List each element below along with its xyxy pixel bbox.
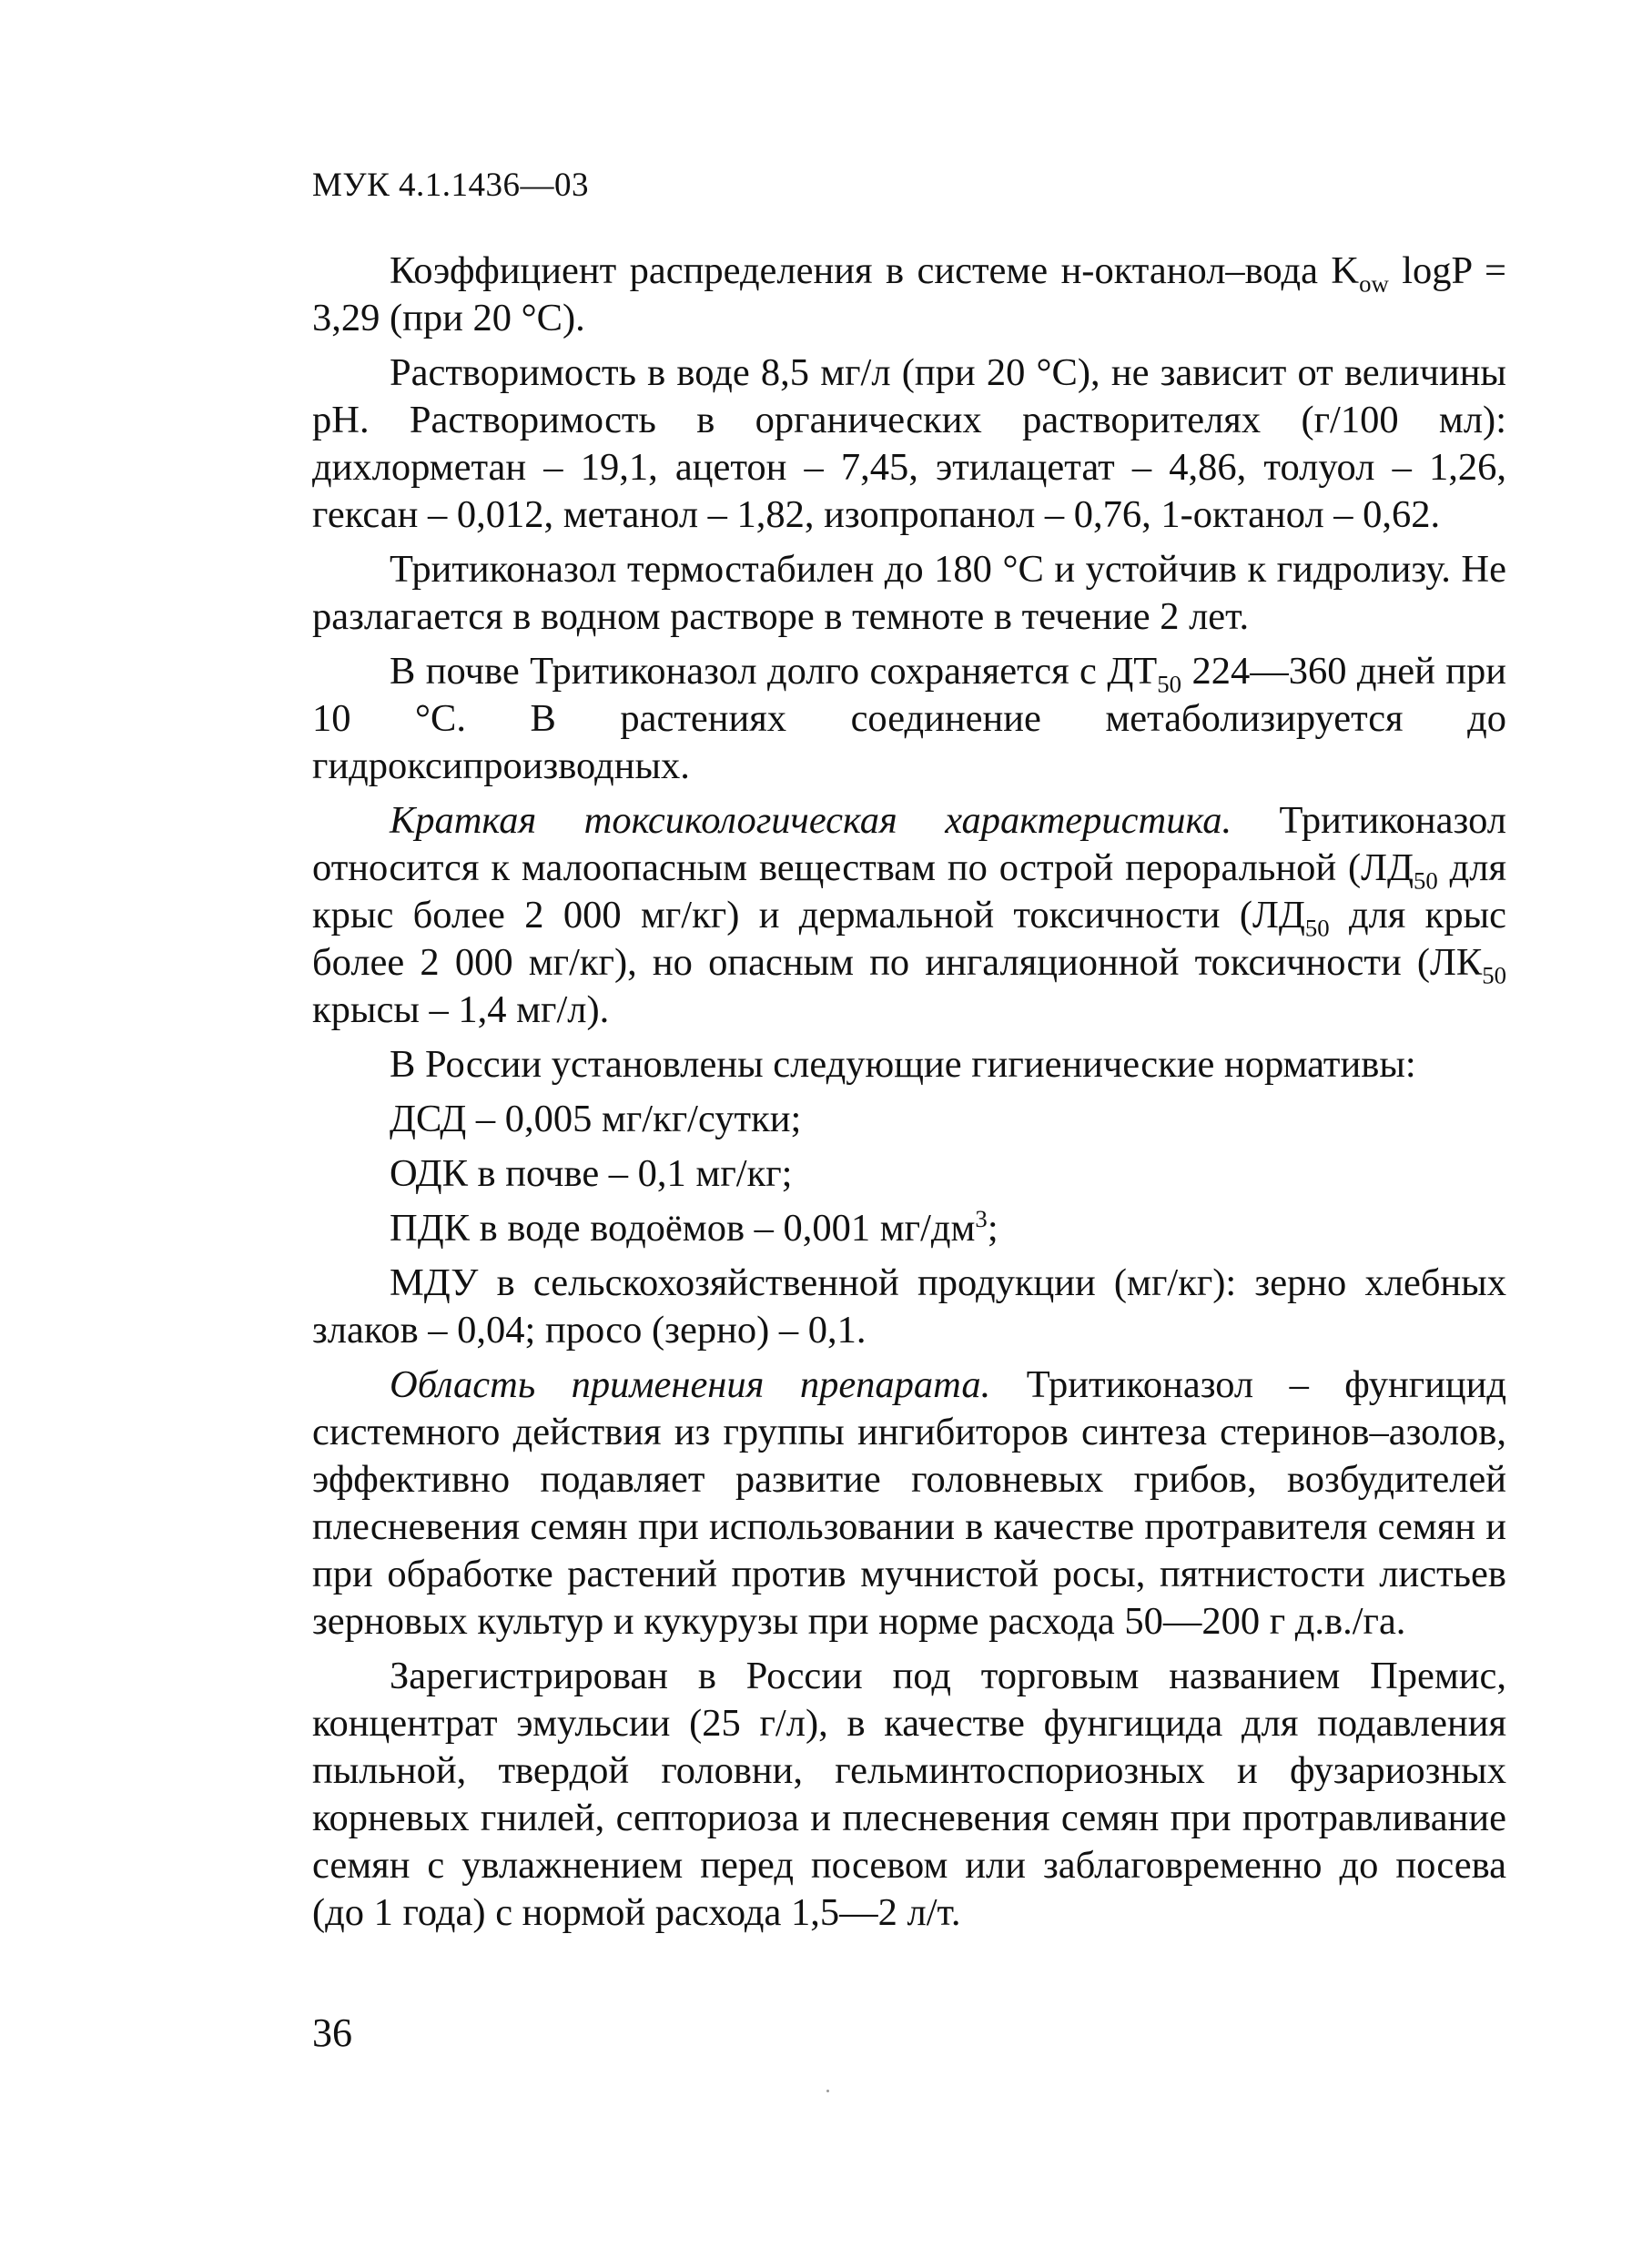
paragraph-toxicology: Краткая токсикологическая характеристика. Тритиконазол относится к малоопасным веществам по острой пероральной ($ЛД_{50}$ для крыс более 2 000 мг/кг) и дермальной токсичности ($ЛД_{50}$ для крыс более 2 000 мг/кг), но опасным по ингаляционной токсичности ($ЛК_{50}$ крысы – 1,4 мг/л).	[312, 799, 1506, 1031]
norm-item-dsd: ДСД – 0,005 мг/кг/сутки;	[390, 1098, 802, 1140]
section-lead-toxicology: Краткая токсикологическая характеристика.	[390, 799, 1232, 842]
paragraph-partition-coefficient: Коэффициент распределения в системе н-октанол–вода $K_{ow}$ logP = 3,29 (при 20 °С).	[312, 249, 1506, 339]
norm-item-pdk: ПДК в воде водоёмов – 0,001 $мг/дм^3$;	[390, 1204, 998, 1250]
paragraph-solubility: Растворимость в воде 8,5 мг/л (при 20 °С), не зависит от величины pH. Растворимость в органических растворителях (г/100 мл): дихлорметан – 19,1, ацетон – 7,45, этилацетат – 4,86, толуол – 1,26, гексан – 0,012, метанол – 1,82, изопропанол – 0,76, 1-октанол – 0,62.	[312, 351, 1506, 536]
body-text	[312, 248, 1506, 1944]
norm-item-odk: ОДК в почве – 0,1 мг/кг;	[390, 1152, 793, 1195]
running-header: МУК 4.1.1436—03	[312, 167, 590, 204]
paragraph-thermostability: Тритиконазол термостабилен до 180 °С и устойчив к гидролизу. Не разлагается в водном растворе в темноте в течение 2 лет.	[312, 548, 1506, 638]
scan-speck	[826, 2090, 829, 2092]
paragraph-application: Область применения препарата. Тритиконазол – фунгицид системного действия из группы ингибиторов синтеза стеринов–азолов, эффективно подавляет развитие головневых грибов, возбудителей плесневения семян при использовании в качестве протравителя семян и при обработке растений против мучнистой росы, пятнистости листьев зерновых культур и кукурузы при норме расхода 50—200 г д.в./га.	[312, 1363, 1506, 1643]
section-lead-application: Область применения препарата.	[390, 1363, 991, 1406]
paragraph-soil-persistence: В почве Тритиконазол долго сохраняется с $ДТ_{50}$ 224—360 дней при 10 °С. В растениях соединение метаболизируется до гидроксипроизводных.	[312, 650, 1506, 787]
page-number: 36	[312, 2010, 352, 2055]
paragraph-registration: Зарегистрирован в России под торговым названием Премис, концентрат эмульсии (25 г/л), в качестве фунгицида для подавления пыльной, твердой головни, гельминтоспориозных и фузариозных корневых гнилей, септориоза и плесневения семян при протравливание семян с увлажнением перед посевом или заблаговременно до посева (до 1 года) с нормой расхода 1,5—2 л/т.	[312, 1655, 1506, 1934]
paragraph-norms-intro: В России установлены следующие гигиенические нормативы:	[390, 1043, 1416, 1086]
paragraph-mdu: МДУ в сельскохозяйственной продукции (мг/кг): зерно хлебных злаков – 0,04; просо (зерно) – 0,1.	[312, 1261, 1506, 1352]
